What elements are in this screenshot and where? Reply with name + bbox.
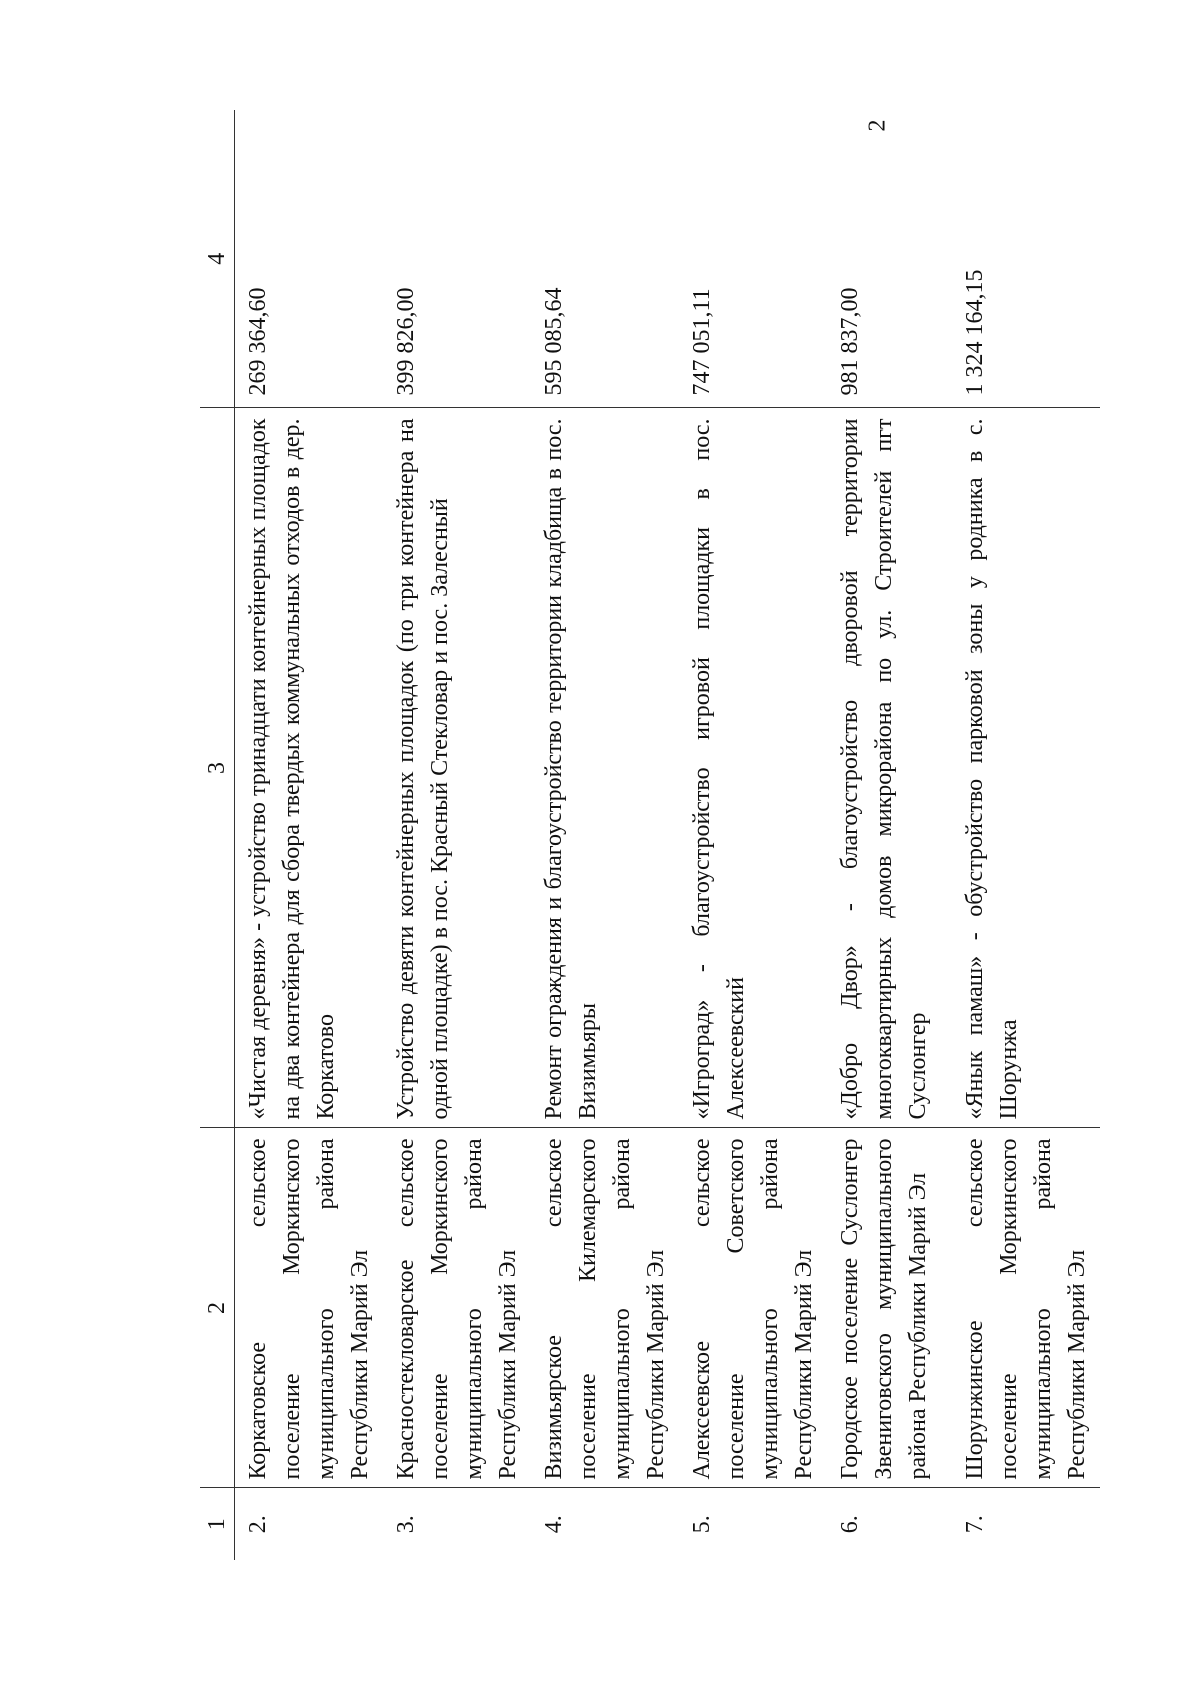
amount: 269 364,60 xyxy=(235,110,384,408)
municipality-name: Красностекловарское сельское поселение Моркинского муниципального района Республики Марий Эл xyxy=(383,1128,531,1488)
col-header-1: 1 xyxy=(200,1488,235,1560)
projects-table xyxy=(200,110,1100,1560)
municipality-name: Алексеевское сельское поселение Советского муниципального района Республики Марий Эл xyxy=(679,1128,827,1488)
table-row xyxy=(679,110,827,1560)
col-header-2: 2 xyxy=(200,1128,235,1488)
row-number: 5. xyxy=(689,1515,715,1534)
rotated-table-wrapper xyxy=(200,110,1090,1560)
project-description: «Игроград» - благоустройство игровой площадки в пос. Алексеевский xyxy=(679,408,827,1128)
table-row xyxy=(952,110,1100,1560)
row-number: 3. xyxy=(393,1515,419,1534)
col-header-3: 3 xyxy=(200,408,235,1128)
project-description: Ремонт ограждения и благоустройство территории кладбища в пос. Визимьяры xyxy=(531,408,679,1128)
row-number: 2. xyxy=(245,1515,271,1534)
amount: 595 085,64 xyxy=(531,110,679,408)
row-number: 6. xyxy=(837,1515,863,1534)
project-description: Устройство девяти контейнерных площадок (по три контейнера на одной площадке) в пос. Красный Стекловар и пос. Залесный xyxy=(383,408,531,1128)
municipality-name: Городское поселение Суслонгер Звениговского муниципального района Республики Марий Эл xyxy=(827,1128,952,1488)
municipality-name: Шорунжинское сельское поселение Моркинского муниципального района Республики Марий Эл xyxy=(952,1128,1100,1488)
amount: 1 324 164,15 xyxy=(952,110,1100,408)
table-row xyxy=(827,110,952,1560)
project-description: «Чистая деревня» - устройство тринадцати контейнерных площадок на два контейнера для сбора твердых коммунальных отходов в дер. Коркатово xyxy=(235,408,384,1128)
project-description: «Добро Двор» - благоустройство дворовой территории многоквартирных домов микрорайона по ул. Строителей пгт Суслонгер xyxy=(827,408,952,1128)
row-number: 7. xyxy=(962,1515,988,1534)
page-number: 2 xyxy=(864,119,891,132)
header-row xyxy=(200,110,235,1560)
col-header-4: 4 xyxy=(200,110,235,408)
table-row xyxy=(531,110,679,1560)
amount: 399 826,00 xyxy=(383,110,531,408)
table-row xyxy=(383,110,531,1560)
project-description: «Янык памаш» - обустройство парковой зоны у родника в с. Шорунжа xyxy=(952,408,1100,1128)
municipality-name: Коркатовское сельское поселение Моркинского муниципального района Республики Марий Эл xyxy=(235,1128,384,1488)
table-row xyxy=(235,110,384,1560)
amount: 981 837,00 xyxy=(827,110,952,408)
amount: 747 051,11 xyxy=(679,110,827,408)
municipality-name: Визимьярское сельское поселение Килемарского муниципального района Республики Марий Эл xyxy=(531,1128,679,1488)
row-number: 4. xyxy=(541,1515,567,1534)
